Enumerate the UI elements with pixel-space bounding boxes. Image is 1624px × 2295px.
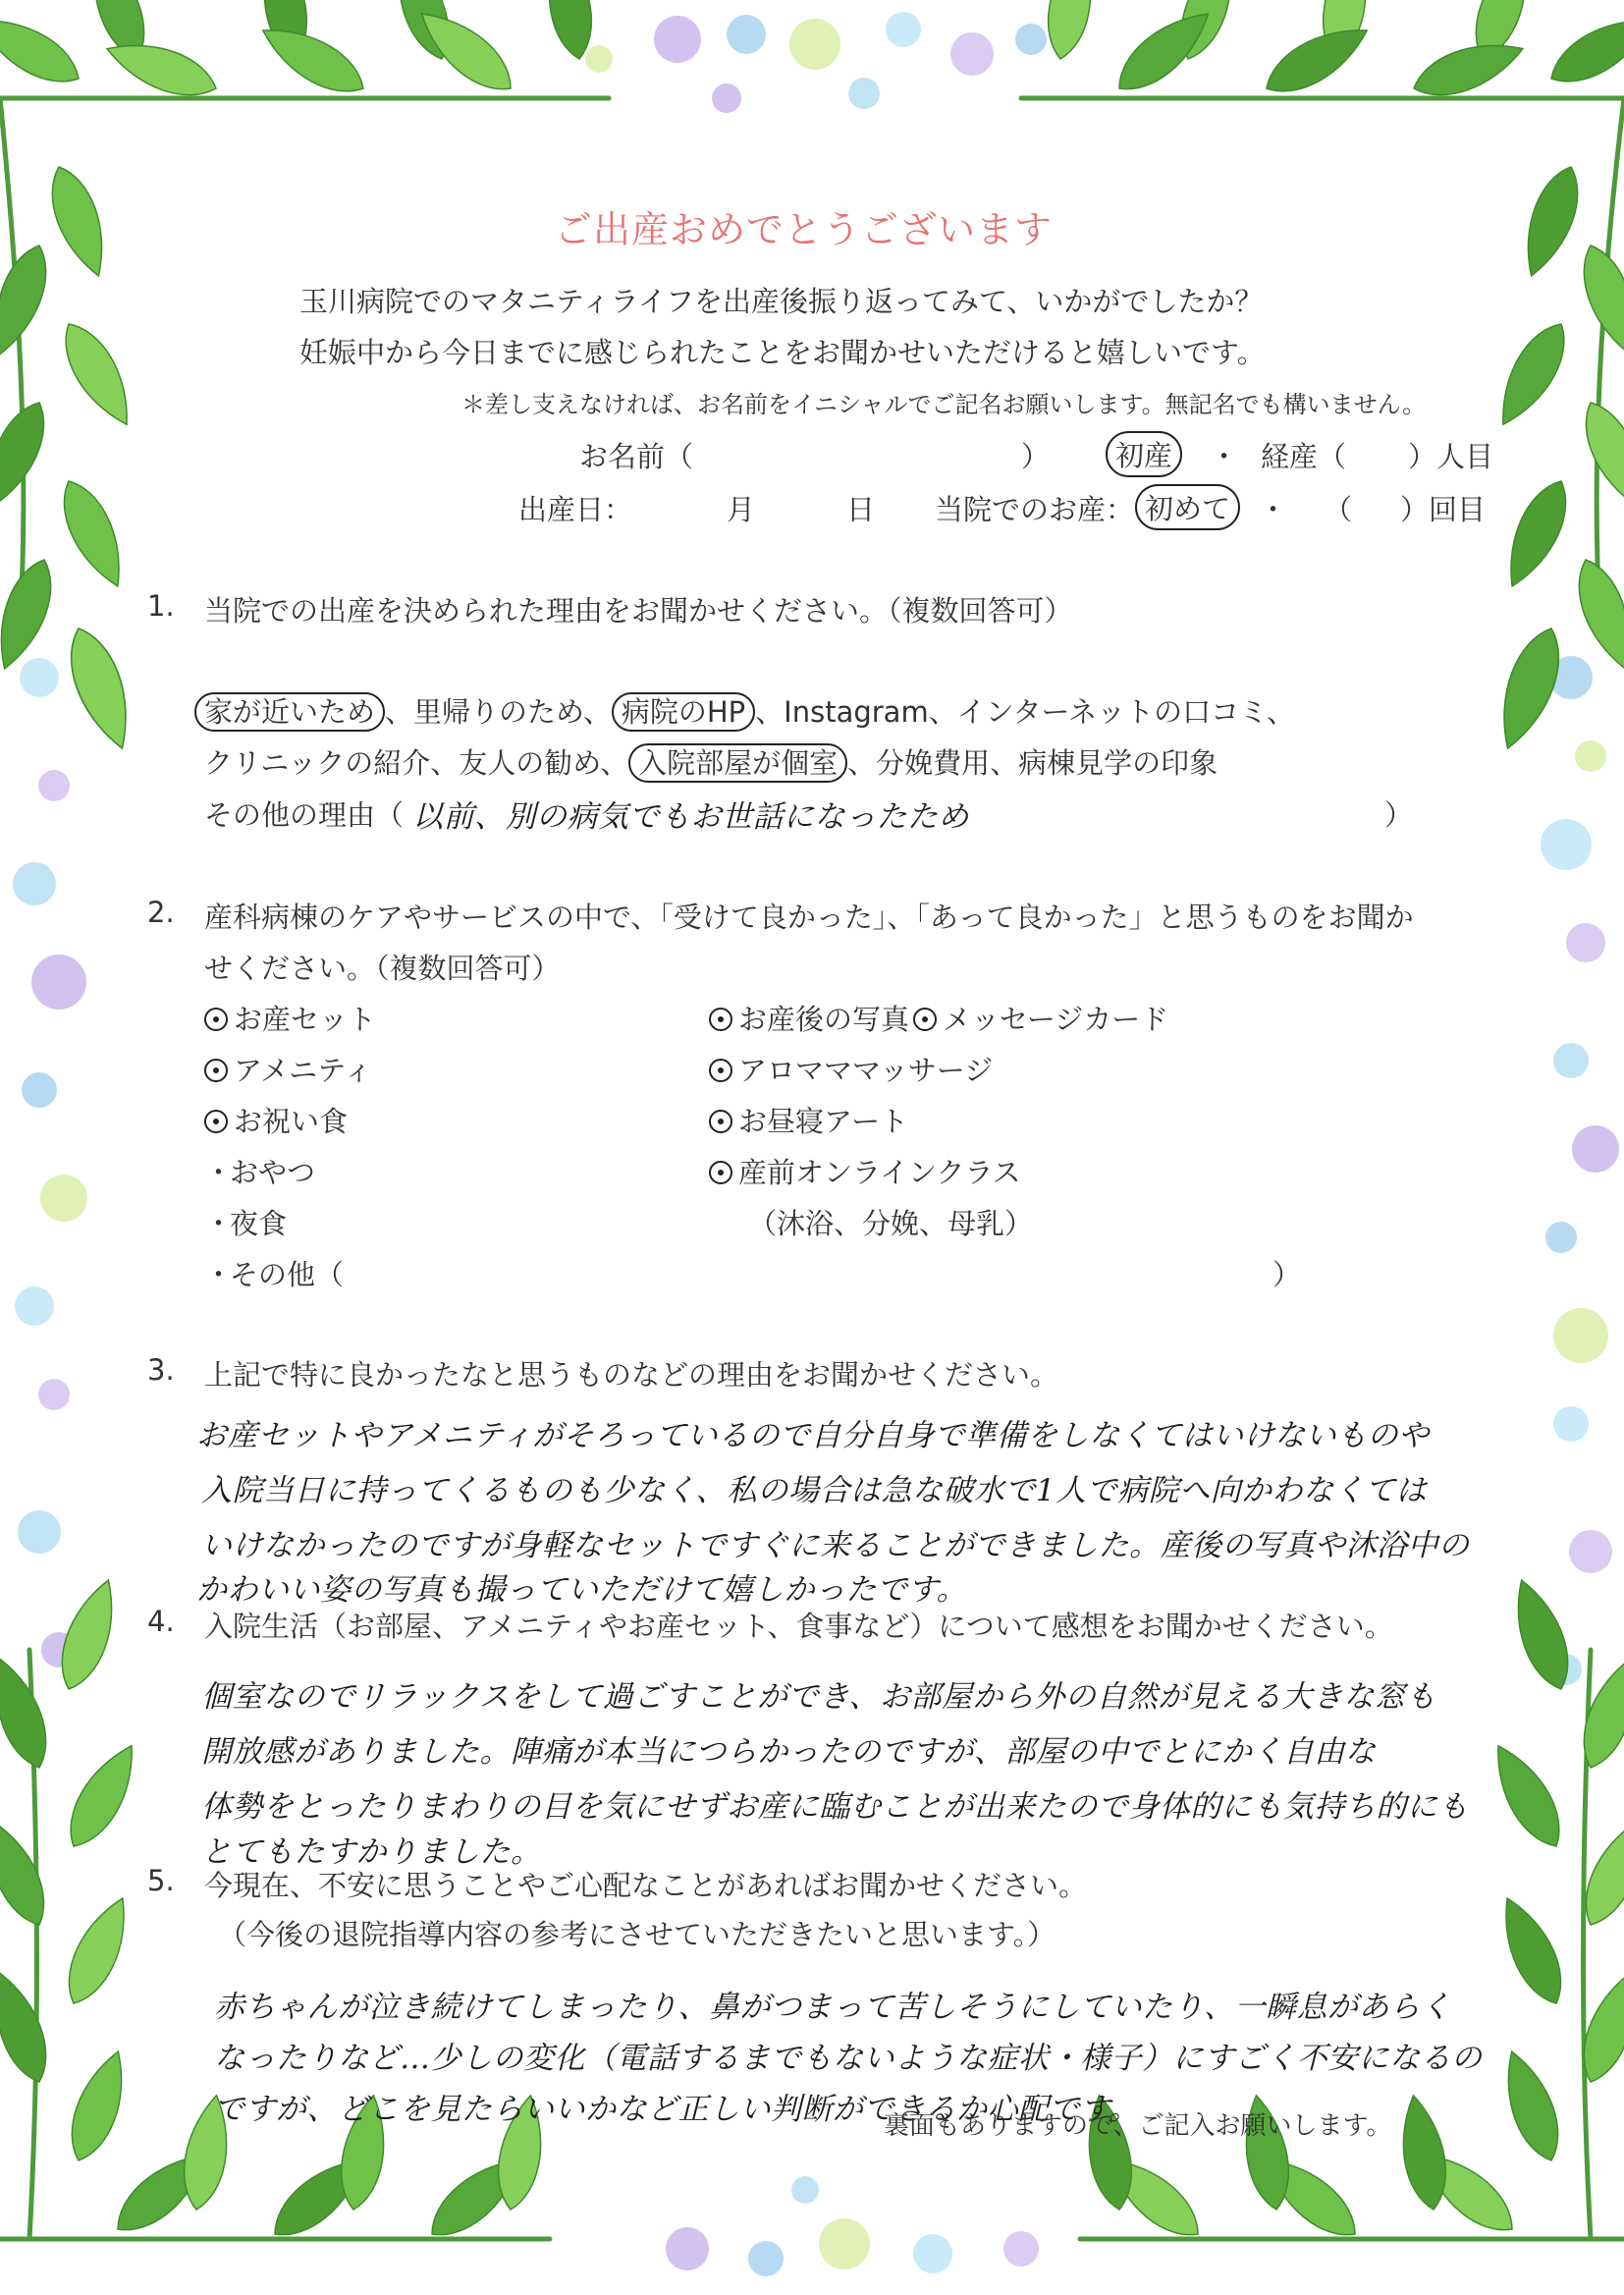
q4-answer-line-4[interactable]: とてもたすかりました。 (201, 1834, 542, 1870)
q2-item-label: 産前オンラインクラス (738, 1156, 1021, 1189)
checked-dot-icon (709, 1008, 732, 1031)
q3-answer-line-1[interactable]: お産セットやアメニティがそろっているので自分自身で準備をしなくてはいけないものや (196, 1418, 1430, 1453)
q2-item-label: アロマママッサージ (738, 1054, 994, 1087)
q4-answer-line-1[interactable]: 個室なのでリラックスをして過ごすことができ、お部屋から外の自然が見える大きな窓も (201, 1679, 1436, 1715)
intro-line-2: 妊娠中から今日までに感じられたことをお聞かせいただけると嬉しいです。 (299, 336, 1266, 369)
q5-answer-line-3[interactable]: ですが、どこを見たらいいかなど正しい判断ができるか心配です。 (214, 2092, 1140, 2127)
bullet-icon: ・ (204, 1156, 234, 1189)
first-birth-option[interactable]: 初産 (1106, 431, 1182, 477)
q2-item-late-meal[interactable] (204, 1202, 287, 1242)
q2-item-label: お昼寝アート (738, 1105, 909, 1138)
q1-option-hospital-hp[interactable]: 病院のHP (612, 692, 755, 732)
q2-item-label: その他（ (230, 1258, 345, 1291)
q1-option-text: 、分娩費用、病棟見学の印象 (847, 746, 1218, 780)
q2-item-message-card: メッセージカード (943, 1003, 1169, 1036)
paren-open: （ (1324, 493, 1353, 526)
q2-item-label: 夜食 (230, 1207, 288, 1240)
q1-option-text: クリニックの紹介、友人の勧め、 (204, 746, 629, 780)
footer-note: 裏面もありますので、ご記入お願いします。 (884, 2111, 1392, 2141)
day-label: 日 (846, 493, 876, 526)
q1-question: 当院での出産を決められた理由をお聞かせください。（複数回答可） (204, 594, 1073, 628)
q3-answer-line-4[interactable]: かわいい姿の写真も撮っていただけて嬉しかったです。 (196, 1572, 968, 1608)
intro-note: ＊差し支えなければ、お名前をイニシャルでご記名お願いします。無記名でも構いません。 (461, 391, 1427, 418)
q1-options-row-1 (204, 690, 1295, 731)
q1-other-answer[interactable]: 以前、別の病気でもお世話になったため (412, 799, 969, 835)
q3-answer-line-2[interactable]: 入院当日に持ってくるものも少なく、私の場合は急な破水で1人で病院へ向かわなくては (201, 1473, 1428, 1508)
separator: ・ (1210, 440, 1239, 473)
q2-item-label: お産セット (234, 1003, 377, 1036)
q4-number: 4. (147, 1605, 175, 1638)
q2-question-line-1: 産科病棟のケアやサービスの中で、「受けて良かった」、「あって良かった」と思うものをお聞か (204, 901, 1414, 934)
q5-number: 5. (147, 1864, 175, 1897)
q4-answer-line-2[interactable]: 開放感がありました。陣痛が本当につらかったのですが、部屋の中でとにかく自由な (201, 1734, 1377, 1770)
page-title: ご出産おめでとうございます (555, 208, 1054, 251)
q4-answer-line-3[interactable]: 体勢をとったりまわりの目を気にせずお産に臨むことが出来たので身体的にも気持ち的にも (201, 1789, 1469, 1825)
q2-item-celebration-meal[interactable] (204, 1100, 348, 1140)
checked-dot-icon (709, 1110, 732, 1133)
checked-dot-icon (204, 1008, 228, 1031)
q2-item-postbirth-photo[interactable] (709, 998, 1168, 1038)
bullet-icon: ・ (204, 1207, 234, 1240)
q1-number: 1. (147, 589, 175, 623)
checked-dot-icon (709, 1059, 732, 1082)
hospital-birth-label: 当院でのお産： (935, 493, 1135, 526)
q5-answer-line-2[interactable]: なったりなど…少しの変化（電話するまでもないような症状・様子）にすごく不安になるの (214, 2041, 1483, 2076)
q1-options-row-2 (204, 741, 1218, 782)
q1-option-near-home[interactable]: 家が近いため (194, 692, 385, 732)
q2-number: 2. (147, 896, 175, 929)
q2-item-aroma-massage[interactable] (709, 1049, 993, 1089)
q5-answer-line-1[interactable]: 赤ちゃんが泣き続けてしまったり、鼻がつまって苦しそうにしていたり、一瞬息があらく (214, 1990, 1451, 2025)
q2-item-snack[interactable] (204, 1151, 315, 1191)
q2-class-detail: （沐浴、分娩、母乳） (748, 1207, 1034, 1240)
name-close: ） (1021, 440, 1051, 473)
birthdate-label: 出産日： (518, 493, 633, 526)
multi-birth-label: 経産（ (1261, 440, 1347, 473)
q2-question-line-2: せください。（複数回答可） (204, 952, 561, 985)
checked-dot-icon (204, 1059, 228, 1082)
q2-item-label: おやつ (230, 1156, 316, 1189)
bullet-icon: ・ (204, 1258, 234, 1291)
q3-answer-line-3[interactable]: いけなかったのですが身軽なセットですぐに来ることができました。産後の写真や沐浴中の (201, 1528, 1470, 1563)
q5-subtext: （今後の退院指導内容の参考にさせていただきたいと思います。） (218, 1918, 1056, 1951)
q2-item-label: アメニティ (234, 1054, 372, 1087)
q5-question: 今現在、不安に思うことやご心配なことがあればお聞かせください。 (204, 1869, 1088, 1902)
checked-dot-icon (709, 1161, 732, 1184)
q3-number: 3. (147, 1353, 175, 1387)
q2-other-close: ） (1272, 1258, 1302, 1291)
q1-option-private-room[interactable]: 入院部屋が個室 (628, 743, 847, 783)
times-suffix: ）人目 (1408, 440, 1494, 473)
q2-item-osan-set[interactable] (204, 998, 376, 1038)
q2-item-label: お祝い食 (234, 1105, 349, 1138)
month-label: 月 (727, 493, 756, 526)
q1-other-label: その他の理由（ (204, 798, 405, 832)
q1-other-close: ） (1384, 798, 1414, 832)
q2-item-online-class[interactable] (709, 1151, 1021, 1191)
first-time-option[interactable]: 初めて (1135, 484, 1240, 530)
q1-option-text: 、里帰りのため、 (385, 695, 612, 729)
q3-question: 上記で特に良かったなと思うものなどの理由をお聞かせください。 (204, 1358, 1059, 1392)
q2-item-label: お産後の写真 (738, 1003, 910, 1036)
separator-2: ・ (1259, 493, 1288, 526)
q2-item-amenity[interactable] (204, 1049, 372, 1089)
intro-line-1: 玉川病院でのマタニティライフを出産後振り返ってみて、いかがでしたか？ (299, 285, 1264, 318)
q2-item-other[interactable] (204, 1253, 344, 1293)
checked-dot-icon (204, 1110, 228, 1133)
count-suffix: ）回目 (1400, 493, 1487, 526)
q4-question: 入院生活（お部屋、アメニティやお産セット、食事など）について感想をお聞かせください。 (204, 1610, 1393, 1643)
q1-option-text: 、Instagram、インターネットの口コミ、 (755, 695, 1295, 729)
name-label: お名前（ (579, 440, 694, 473)
q2-item-nap-art[interactable] (709, 1100, 908, 1140)
checked-dot-icon (913, 1008, 937, 1031)
